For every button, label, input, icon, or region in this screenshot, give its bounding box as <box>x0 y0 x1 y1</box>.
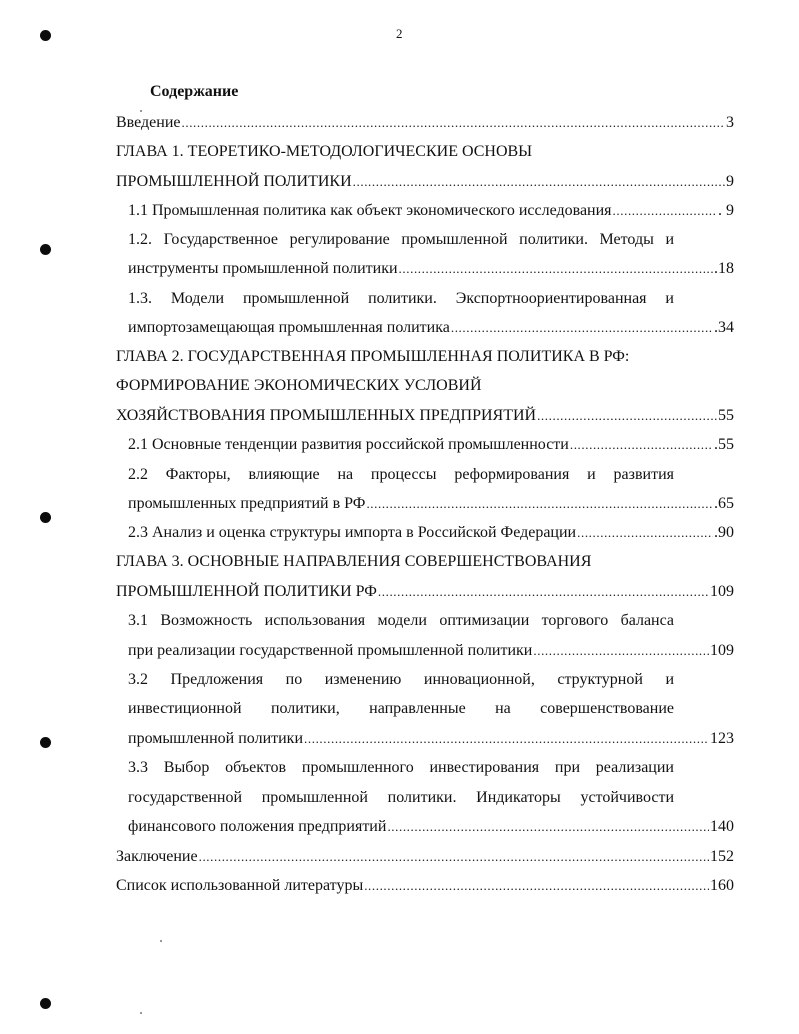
toc-page-number: . 9 <box>718 202 734 219</box>
toc-entry-text: государственной промышленной политики. Индикаторы устойчивости <box>128 789 674 806</box>
toc-title: Содержание <box>150 83 239 100</box>
toc-entry-text: 2.3 Анализ и оценка структуры импорта в Российской Федерации <box>128 524 577 541</box>
leader-dots <box>378 580 709 604</box>
binder-hole <box>40 998 51 1009</box>
toc-page-number: 55 <box>718 407 734 424</box>
toc-entry-text: импортозамещающая промышленная политика <box>128 319 450 336</box>
page-number: 2 <box>396 26 403 41</box>
leader-dots <box>533 639 709 663</box>
toc-entry-text: 3.3 Выбор объектов промышленного инвестирования при реализации <box>128 759 674 776</box>
toc-page-number: .18 <box>714 260 734 277</box>
toc-entry-text: 3.2 Предложения по изменению инновационной, структурной и <box>128 671 674 688</box>
leader-dots <box>364 874 709 898</box>
toc-entry-text: ХОЗЯЙСТВОВАНИЯ ПРОМЫШЛЕННЫХ ПРЕДПРИЯТИЙ <box>116 407 537 424</box>
leader-dots <box>399 257 713 281</box>
toc-entry-text: 2.1 Основные тенденции развития российской промышленности <box>128 436 569 453</box>
toc-page-number: 3 <box>726 114 734 131</box>
toc-entry-text: ГЛАВА 1. ТЕОРЕТИКО-МЕТОДОЛОГИЧЕСКИЕ ОСНОВЫ <box>116 143 533 160</box>
binder-hole <box>40 244 51 255</box>
toc-section-3-1-line[interactable] <box>128 609 674 633</box>
toc-section-3-3[interactable] <box>128 815 734 839</box>
leader-dots <box>304 727 709 751</box>
leader-dots <box>570 433 713 457</box>
toc-chapter-3-heading[interactable] <box>116 550 734 574</box>
toc-chapter-3-entry[interactable] <box>116 580 734 604</box>
toc-section-3-2-line[interactable] <box>128 668 674 692</box>
toc-page-number: 109 <box>710 583 734 600</box>
toc-section-2-2[interactable] <box>128 492 734 516</box>
toc-entry-text: при реализации государственной промышленной политики <box>128 642 533 659</box>
toc-page-number: .65 <box>714 495 734 512</box>
toc-entry-text: Введение <box>116 114 181 131</box>
toc-section-2-1[interactable] <box>128 433 734 457</box>
toc-entry-text: ПРОМЫШЛЕННОЙ ПОЛИТИКИ РФ <box>116 583 377 600</box>
toc-page-number: 109 <box>710 642 734 659</box>
toc-section-3-3-line[interactable] <box>128 786 674 810</box>
leader-dots <box>577 521 713 545</box>
toc-chapter-2-heading[interactable] <box>116 374 734 398</box>
toc-section-1-1[interactable] <box>128 199 734 223</box>
toc-page-number: .90 <box>714 524 734 541</box>
leader-dots <box>537 404 717 428</box>
leader-dots <box>613 199 717 223</box>
toc-entry-text: ГЛАВА 3. ОСНОВНЫЕ НАПРАВЛЕНИЯ СОВЕРШЕНСТВОВАНИЯ <box>116 553 592 570</box>
toc-entry-text: ГЛАВА 2. ГОСУДАРСТВЕННАЯ ПРОМЫШЛЕННАЯ ПОЛИТИКА В РФ: <box>116 348 630 365</box>
toc-entry-introduction[interactable] <box>116 111 734 135</box>
toc-page-number: 140 <box>710 818 734 835</box>
toc-entry-conclusion[interactable] <box>116 845 734 869</box>
toc-chapter-1-heading[interactable] <box>116 140 734 164</box>
toc-page-number: 152 <box>710 848 734 865</box>
toc-page-number: 9 <box>726 173 734 190</box>
toc-section-2-3[interactable] <box>128 521 734 545</box>
leader-dots <box>182 111 726 135</box>
toc-entry-text: промышленных предприятий в РФ <box>128 495 366 512</box>
toc-section-1-2[interactable] <box>128 257 734 281</box>
toc-section-3-3-line[interactable] <box>128 756 674 780</box>
leader-dots <box>387 815 709 839</box>
toc-chapter-2-entry[interactable] <box>116 404 734 428</box>
leader-dots <box>451 316 713 340</box>
toc-page-number: .55 <box>714 436 734 453</box>
toc-section-1-2-line[interactable] <box>128 228 674 252</box>
toc-chapter-2-heading[interactable] <box>116 345 734 369</box>
binder-hole <box>40 737 51 748</box>
toc-entry-text: инвестиционной политики, направленные на совершенствование <box>128 700 674 717</box>
toc-section-1-3-line[interactable] <box>128 287 674 311</box>
binder-hole <box>40 512 51 523</box>
toc-entry-text: Заключение <box>116 848 198 865</box>
toc-section-3-2-line[interactable] <box>128 697 674 721</box>
toc-entry-text: 3.1 Возможность использования модели оптимизации торгового баланса <box>128 612 674 629</box>
toc-chapter-1-entry[interactable] <box>116 170 734 194</box>
toc-section-3-2[interactable] <box>128 727 734 751</box>
binder-hole <box>40 30 51 41</box>
toc-section-2-2-line[interactable] <box>128 463 674 487</box>
toc-page-number: 160 <box>710 877 734 894</box>
leader-dots <box>366 492 713 516</box>
leader-dots <box>353 170 725 194</box>
toc-entry-text: финансового положения предприятий <box>128 818 387 835</box>
toc-entry-text: 1.3. Модели промышленной политики. Экспортноориентированная и <box>128 290 674 307</box>
toc-page-number: 123 <box>710 730 734 747</box>
scan-speck <box>140 1012 142 1014</box>
toc-entry-text: ПРОМЫШЛЕННОЙ ПОЛИТИКИ <box>116 173 352 190</box>
toc-entry-text: ФОРМИРОВАНИЕ ЭКОНОМИЧЕСКИХ УСЛОВИЙ <box>116 377 482 394</box>
toc-entry-text: инструменты промышленной политики <box>128 260 398 277</box>
toc-entry-bibliography[interactable] <box>116 874 734 898</box>
toc-section-1-3[interactable] <box>128 316 734 340</box>
toc-entry-text: 1.1 Промышленная политика как объект экономического исследования <box>128 202 612 219</box>
toc-entry-text: Список использованной литературы <box>116 877 364 894</box>
leader-dots <box>199 845 709 869</box>
toc-entry-text: 2.2 Факторы, влияющие на процессы реформирования и развития <box>128 466 674 483</box>
toc-section-3-1[interactable] <box>128 639 734 663</box>
toc-entry-text: промышленной политики <box>128 730 304 747</box>
scan-speck <box>160 940 162 942</box>
toc-page-number: .34 <box>714 319 734 336</box>
toc-entry-text: 1.2. Государственное регулирование промышленной политики. Методы и <box>128 231 674 248</box>
